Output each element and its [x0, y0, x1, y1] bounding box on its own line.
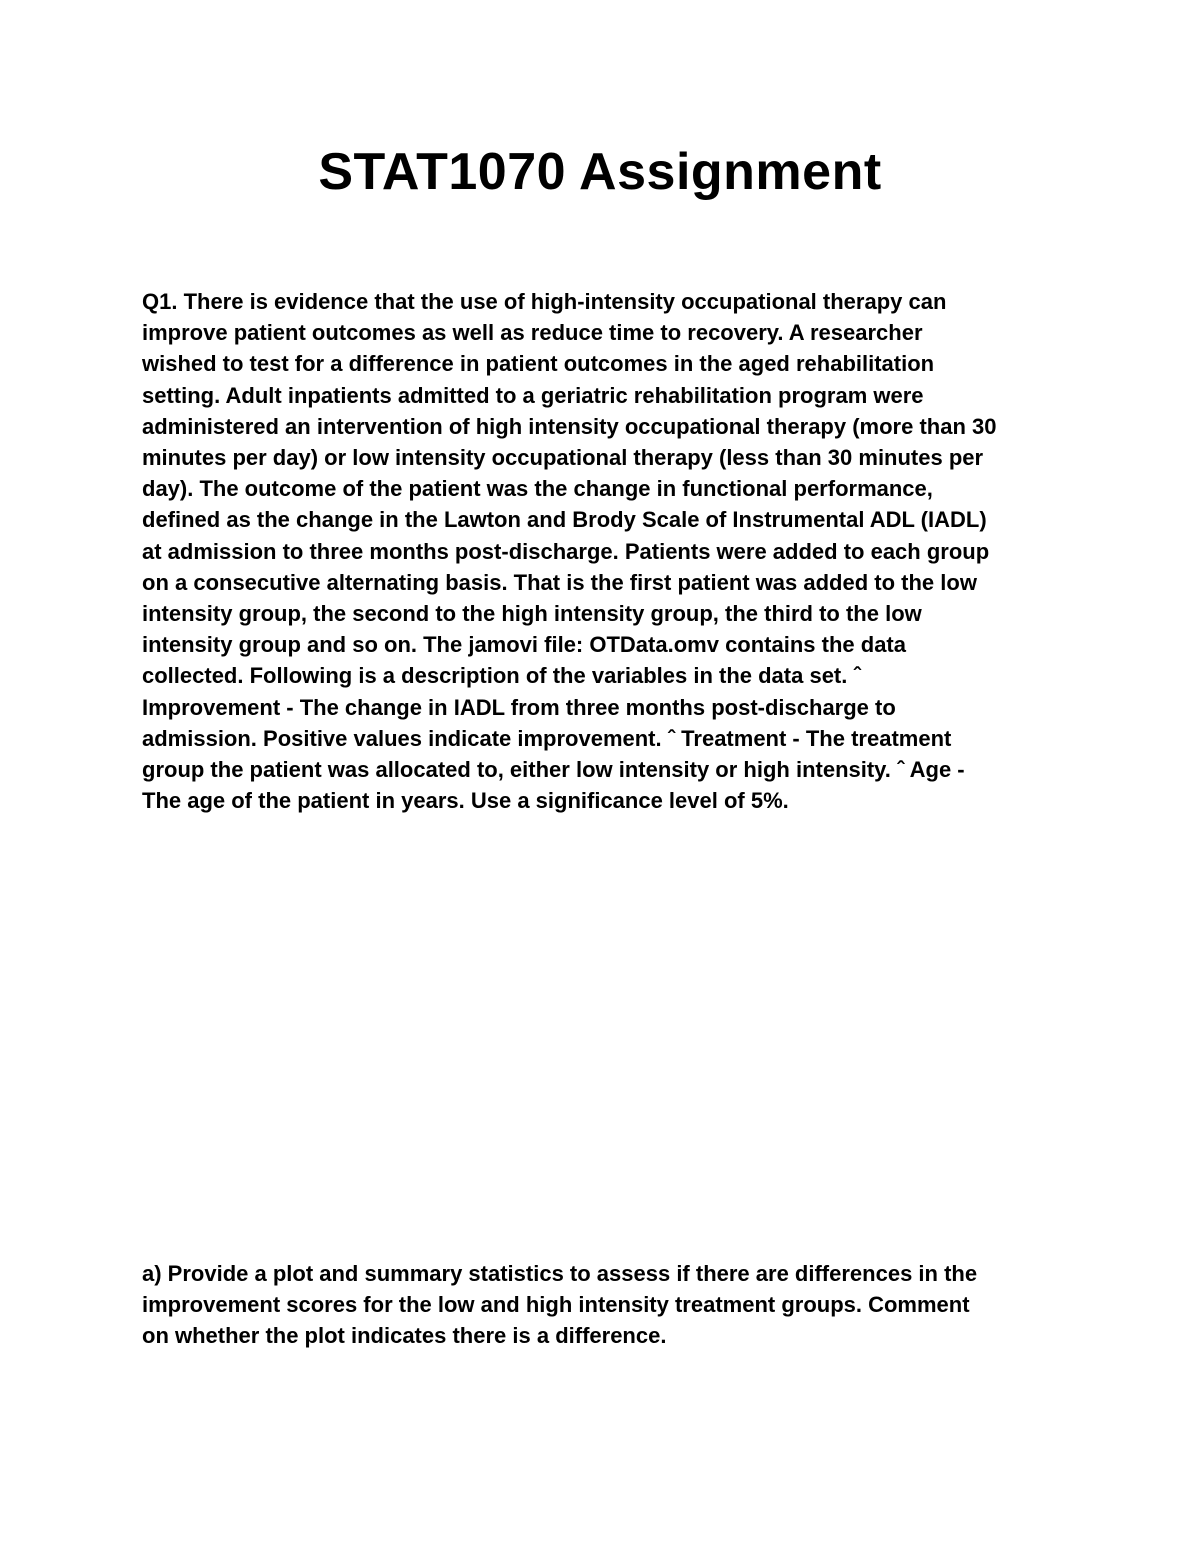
- question-line: intensity group, the second to the high intensity group, the third to the low: [142, 601, 922, 627]
- question-line: intensity group and so on. The jamovi file: OTData.omv contains the data: [142, 632, 906, 658]
- question-line: The age of the patient in years. Use a significance level of 5%.: [142, 788, 789, 814]
- part-a-line: on whether the plot indicates there is a difference.: [142, 1323, 667, 1349]
- question-line: improve patient outcomes as well as reduce time to recovery. A researcher: [142, 320, 923, 346]
- question-line: day). The outcome of the patient was the change in functional performance,: [142, 476, 933, 502]
- question-line: collected. Following is a description of the variables in the data set. ˆ: [142, 663, 861, 689]
- part-a-line: improvement scores for the low and high intensity treatment groups. Comment: [142, 1292, 970, 1318]
- question-1-text: [142, 286, 1067, 816]
- document-title: STAT1070 Assignment: [318, 143, 882, 201]
- question-line: Q1. There is evidence that the use of high-intensity occupational therapy can: [142, 289, 947, 314]
- question-line: admission. Positive values indicate improvement. ˆ Treatment - The treatment: [142, 725, 952, 751]
- question-line: group the patient was allocated to, either low intensity or high intensity. ˆ Age -: [142, 757, 965, 783]
- question-line: minutes per day) or low intensity occupational therapy (less than 30 minutes per: [142, 445, 984, 471]
- question-line: Improvement - The change in IADL from three months post-discharge to: [142, 694, 896, 720]
- question-line: setting. Adult inpatients admitted to a geriatric rehabilitation program were: [142, 382, 924, 408]
- question-line: defined as the change in the Lawton and Brody Scale of Instrumental ADL (IADL): [142, 507, 987, 533]
- part-a-line: a) Provide a plot and summary statistics to assess if there are differences in the: [142, 1261, 978, 1286]
- question-line: wished to test for a difference in patient outcomes in the aged rehabilitation: [142, 351, 935, 377]
- question-line: on a consecutive alternating basis. That is the first patient was added to the low: [142, 569, 977, 595]
- question-line: at admission to three months post-discharge. Patients were added to each group: [142, 538, 990, 564]
- question-line: administered an intervention of high intensity occupational therapy (more than 30: [142, 413, 997, 439]
- part-a-text: [142, 1258, 1067, 1352]
